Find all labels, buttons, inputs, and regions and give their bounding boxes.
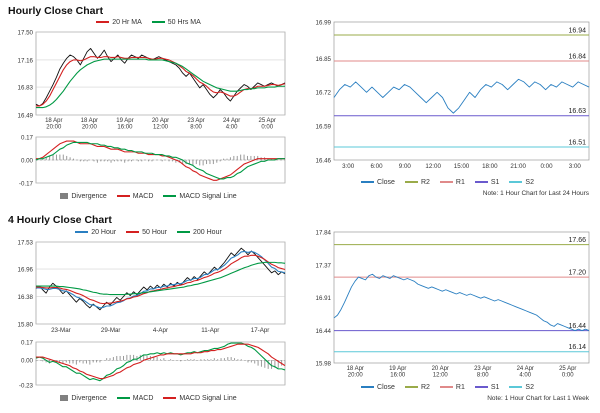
svg-text:17.37: 17.37 xyxy=(315,262,331,270)
svg-text:19 Apr: 19 Apr xyxy=(389,366,407,372)
svg-text:4:00: 4:00 xyxy=(225,124,238,131)
legend-item xyxy=(475,384,500,391)
svg-text:16.96: 16.96 xyxy=(17,266,33,274)
legend-label: Close xyxy=(377,383,395,391)
svg-text:3:00: 3:00 xyxy=(342,163,355,170)
svg-text:11-Apr: 11-Apr xyxy=(201,327,220,334)
svg-text:16.38: 16.38 xyxy=(17,293,33,301)
legend-item xyxy=(75,229,116,236)
legend-item xyxy=(361,179,395,186)
legend-swatch xyxy=(361,386,374,388)
svg-text:12:00: 12:00 xyxy=(425,163,441,170)
legend-item xyxy=(440,384,465,391)
legend-item xyxy=(509,179,534,186)
svg-text:20:00: 20:00 xyxy=(46,124,62,131)
svg-text:16.46: 16.46 xyxy=(315,157,331,165)
four-hourly-macd-legend xyxy=(6,392,291,404)
svg-text:0.00: 0.00 xyxy=(20,357,33,365)
legend-label: R2 xyxy=(420,383,430,391)
hourly-pivot-note: Note: 1 Hour Chart for Last 24 Hours xyxy=(482,190,589,197)
legend-item xyxy=(126,229,167,236)
svg-text:16.83: 16.83 xyxy=(17,84,33,92)
svg-text:25 Apr: 25 Apr xyxy=(559,366,577,372)
svg-text:17.66: 17.66 xyxy=(568,237,586,245)
legend-label: 50 Hrs MA xyxy=(167,18,201,26)
hourly-pivot-chart xyxy=(300,16,595,206)
legend-item xyxy=(60,193,106,200)
four-hourly-pivot-chart xyxy=(300,226,595,411)
svg-text:16.44: 16.44 xyxy=(568,323,586,331)
svg-text:15.80: 15.80 xyxy=(17,321,33,329)
legend-label: MACD Signal Line xyxy=(179,192,237,200)
legend-swatch xyxy=(440,181,453,183)
page-title-four-hourly: 4 Hourly Close Chart xyxy=(8,214,112,226)
hourly-pivot-legend xyxy=(300,176,595,188)
legend-item xyxy=(60,395,106,402)
svg-text:17.53: 17.53 xyxy=(17,239,33,247)
svg-text:16.44: 16.44 xyxy=(315,328,331,336)
svg-text:21:00: 21:00 xyxy=(510,163,526,170)
legend-label: 50 Hour xyxy=(142,228,167,236)
legend-label: MACD Signal Line xyxy=(179,394,237,402)
legend-label: 20 Hr MA xyxy=(112,18,142,26)
legend-item xyxy=(405,384,430,391)
svg-text:18 Apr: 18 Apr xyxy=(346,366,364,372)
legend-label: 20 Hour xyxy=(91,228,117,236)
svg-text:16.85: 16.85 xyxy=(315,55,331,63)
svg-text:17.16: 17.16 xyxy=(17,57,33,65)
legend-label: S1 xyxy=(490,383,500,391)
svg-text:16.51: 16.51 xyxy=(568,139,586,147)
svg-text:-0.17: -0.17 xyxy=(18,180,33,188)
four-hourly-price-legend xyxy=(6,226,291,238)
legend-label: Divergence xyxy=(71,192,107,200)
svg-text:16:00: 16:00 xyxy=(117,124,133,131)
svg-text:8:00: 8:00 xyxy=(190,124,202,131)
svg-text:16.59: 16.59 xyxy=(315,123,331,131)
legend-label: R2 xyxy=(420,178,430,186)
legend-swatch xyxy=(126,231,139,233)
legend-label: 200 Hour xyxy=(193,228,222,236)
legend-item xyxy=(440,179,465,186)
svg-text:-0.23: -0.23 xyxy=(18,382,33,390)
legend-item xyxy=(405,179,430,186)
legend-swatch xyxy=(475,181,488,183)
svg-text:16.72: 16.72 xyxy=(315,89,331,97)
legend-item xyxy=(361,384,395,391)
svg-text:18 Apr: 18 Apr xyxy=(45,118,63,124)
svg-text:12:00: 12:00 xyxy=(152,124,169,131)
legend-item xyxy=(117,395,154,402)
legend-label: MACD xyxy=(132,394,154,402)
legend-swatch xyxy=(117,397,130,399)
hourly-macd-legend xyxy=(6,190,291,202)
svg-text:25 Apr: 25 Apr xyxy=(258,118,276,124)
four-hourly-pivot-note: Note: 1 Hour Chart for Last 1 Week xyxy=(487,395,589,402)
legend-item xyxy=(152,19,201,26)
svg-text:23 Apr: 23 Apr xyxy=(474,366,492,372)
legend-swatch xyxy=(60,193,68,199)
svg-text:0.00: 0.00 xyxy=(20,157,33,165)
svg-text:16.14: 16.14 xyxy=(568,344,586,352)
legend-label: S1 xyxy=(490,178,500,186)
svg-text:16.84: 16.84 xyxy=(568,53,586,61)
svg-text:16.49: 16.49 xyxy=(17,112,33,120)
hourly-pivot-plot xyxy=(300,16,595,176)
svg-text:3:00: 3:00 xyxy=(568,163,581,170)
svg-text:20 Apr: 20 Apr xyxy=(151,118,170,124)
svg-text:0.17: 0.17 xyxy=(20,134,33,142)
legend-swatch xyxy=(509,386,522,388)
four-hourly-price-plot xyxy=(6,238,291,338)
legend-swatch xyxy=(152,21,165,23)
legend-label: MACD xyxy=(132,192,154,200)
legend-item xyxy=(163,193,236,200)
svg-text:29-Mar: 29-Mar xyxy=(100,327,121,334)
hourly-price-legend xyxy=(6,16,291,28)
svg-text:20:00: 20:00 xyxy=(81,124,97,131)
svg-text:16.99: 16.99 xyxy=(315,19,331,27)
svg-text:17.50: 17.50 xyxy=(17,29,33,37)
legend-item xyxy=(475,179,500,186)
svg-text:15:00: 15:00 xyxy=(453,163,470,170)
svg-text:20:00: 20:00 xyxy=(347,372,363,379)
four-hourly-pivot-legend xyxy=(300,381,595,393)
legend-item xyxy=(509,384,534,391)
svg-text:16.94: 16.94 xyxy=(568,27,586,35)
page-title-hourly: Hourly Close Chart xyxy=(8,5,104,17)
svg-text:18:00: 18:00 xyxy=(482,163,498,170)
svg-text:17.20: 17.20 xyxy=(568,269,586,277)
legend-label: R1 xyxy=(455,383,465,391)
svg-text:0.17: 0.17 xyxy=(20,339,33,347)
svg-text:9:00: 9:00 xyxy=(398,163,411,170)
svg-text:17-Apr: 17-Apr xyxy=(250,327,270,334)
legend-swatch xyxy=(177,231,190,233)
legend-label: Close xyxy=(377,178,395,186)
hourly-close-chart xyxy=(6,16,291,206)
four-hourly-pivot-plot xyxy=(300,226,595,381)
svg-text:20 Apr: 20 Apr xyxy=(431,366,449,372)
svg-text:8:00: 8:00 xyxy=(476,372,489,379)
svg-text:16.91: 16.91 xyxy=(315,294,331,302)
svg-text:0:00: 0:00 xyxy=(540,163,553,170)
legend-swatch xyxy=(60,395,68,401)
legend-label: Divergence xyxy=(71,394,107,402)
svg-text:24 Apr: 24 Apr xyxy=(222,118,241,124)
legend-item xyxy=(163,395,236,402)
svg-text:24 Apr: 24 Apr xyxy=(516,366,534,372)
hourly-macd-plot xyxy=(6,133,291,188)
legend-swatch xyxy=(475,386,488,388)
legend-swatch xyxy=(163,195,176,197)
four-hourly-close-chart xyxy=(6,226,291,411)
legend-swatch xyxy=(75,231,88,233)
legend-label: R1 xyxy=(455,178,465,186)
svg-text:6:00: 6:00 xyxy=(370,163,383,170)
svg-text:16:00: 16:00 xyxy=(390,372,406,379)
legend-swatch xyxy=(405,181,418,183)
svg-text:4-Apr: 4-Apr xyxy=(152,327,169,334)
legend-label: S2 xyxy=(525,383,534,391)
svg-text:19 Apr: 19 Apr xyxy=(116,118,134,124)
legend-label: S2 xyxy=(525,178,534,186)
legend-swatch xyxy=(405,386,418,388)
legend-item xyxy=(96,19,142,26)
svg-text:15.98: 15.98 xyxy=(315,360,331,368)
legend-swatch xyxy=(361,181,374,183)
legend-swatch xyxy=(163,397,176,399)
hourly-price-plot xyxy=(6,28,291,133)
legend-swatch xyxy=(96,21,109,23)
svg-text:18 Apr: 18 Apr xyxy=(80,118,99,124)
legend-item xyxy=(117,193,154,200)
svg-text:0:00: 0:00 xyxy=(261,124,274,131)
legend-swatch xyxy=(509,181,522,183)
legend-swatch xyxy=(117,195,130,197)
svg-text:12:00: 12:00 xyxy=(432,372,448,379)
four-hourly-macd-plot xyxy=(6,338,291,390)
svg-text:4:00: 4:00 xyxy=(519,372,532,379)
legend-item xyxy=(177,229,222,236)
svg-text:0:00: 0:00 xyxy=(561,372,574,379)
svg-text:23 Apr: 23 Apr xyxy=(187,118,205,124)
svg-text:23-Mar: 23-Mar xyxy=(51,327,71,334)
legend-swatch xyxy=(440,386,453,388)
svg-text:16.63: 16.63 xyxy=(568,108,586,116)
svg-text:17.84: 17.84 xyxy=(315,229,331,237)
